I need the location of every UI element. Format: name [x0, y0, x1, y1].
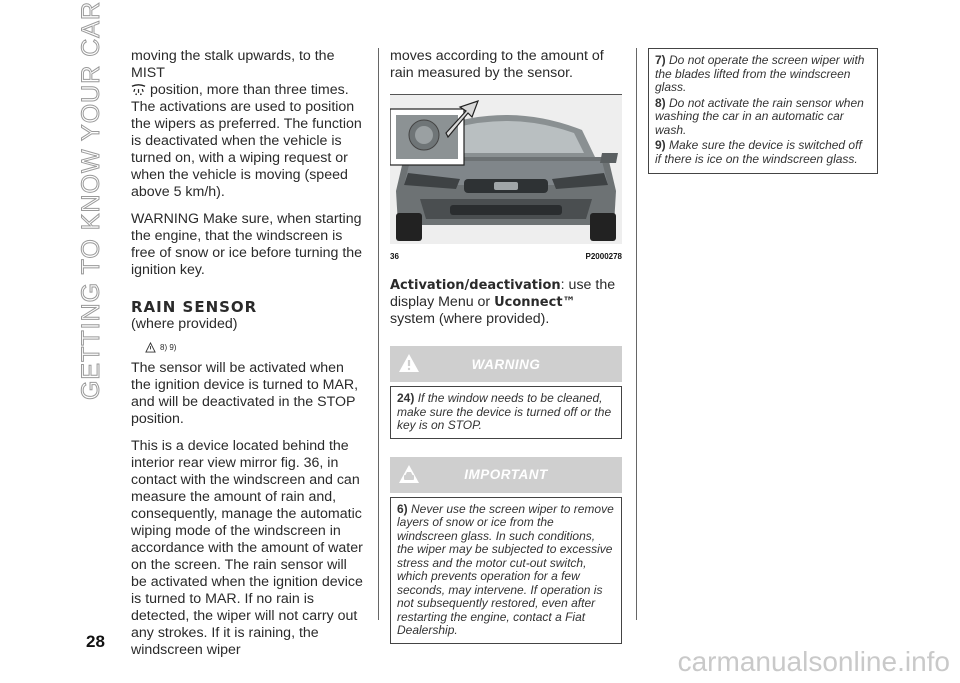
car-caution-icon	[398, 463, 420, 485]
section-heading-rain-sensor: RAIN SENSOR	[131, 298, 258, 316]
paragraph-sensor-description: This is a device located behind the interior rear view mirror fig. 36, in contact with the windscreen and can measure the amount of rain and, consequently, manage the automatic wiping mode of the windscreen in accordance with the amount of water on the screen. The rain sensor will be activated when the ignition device is turned to MAR. If no rain is detected, the wiper will not carry out any strokes. If it is raining, the windscreen wiper	[131, 438, 363, 658]
figure-number: 36	[390, 252, 399, 261]
chapter-side-title: GETTING TO KNOW YOUR CAR	[77, 0, 106, 400]
car-front-illustration	[390, 95, 622, 244]
note-item: 8) Do not activate the rain sensor when washing the car in an automatic car wash.	[655, 95, 864, 137]
warning-triangle-icon	[398, 352, 420, 374]
mist-wiper-icon	[131, 84, 146, 96]
reference-marks: 8) 9)	[145, 339, 363, 356]
paragraph-activation: Activation/deactivation: use the display Menu or Uconnect™ system (where provided).	[390, 277, 616, 327]
paragraph-moves: moves according to the amount of rain measured by the sensor.	[390, 48, 604, 81]
page-number: 28	[86, 632, 105, 651]
important-header: IMPORTANT	[390, 457, 622, 493]
paragraph-activations: The activations are used to position the wipers as preferred. The function is deactivated when the vehicle is turned on, with a wiping request or when the vehicle is moving (speed above 5 km/h).	[131, 99, 362, 200]
note-item: 9) Make sure the device is switched off if there is ice on the windscreen glass.	[655, 138, 862, 166]
warning-box: 24) If the window needs to be cleaned, make sure the device is turned off or the key is on STOP.	[390, 386, 622, 439]
paragraph-warning-start: WARNING Make sure, when starting the engine, that the windscreen is free of snow or ice before turning the ignition key.	[131, 211, 363, 278]
figure-car-front	[390, 94, 622, 244]
paragraph-sensor-activation: The sensor will be activated when the ignition device is turned to MAR, and will be deactivated in the STOP position.	[131, 360, 359, 427]
figure-code: P2000278	[585, 252, 622, 261]
figure-caption	[390, 248, 622, 265]
text-column-3	[648, 48, 878, 174]
column-divider	[636, 48, 637, 620]
text-column-2	[390, 48, 622, 644]
note-item: 7) Do not operate the screen wiper with the blades lifted from the windscreen glass.	[655, 53, 865, 94]
watermark[interactable]: carmanualsonline.info	[677, 646, 950, 677]
warning-triangle-icon	[145, 342, 156, 353]
important-box: 6) Never use the screen wiper to remove layers of snow or ice from the windscreen glass. In such conditions, the wiper may be subjected to excessive stress and the motor cut-out switch, which prevents operation for a few seconds, may intervene. If operation is not subsequently restored, even after restarting the engine, contact a Fiat Dealership.	[390, 497, 622, 644]
text-column-1	[131, 48, 363, 659]
heading-note: (where provided)	[131, 316, 238, 332]
paragraph-mist: moving the stalk upwards, to the MIST position, more than three times.	[131, 48, 349, 98]
column-divider	[378, 48, 379, 620]
notes-box	[648, 48, 878, 174]
warning-header: WARNING	[390, 346, 622, 382]
brand-logo-icon	[494, 182, 518, 190]
